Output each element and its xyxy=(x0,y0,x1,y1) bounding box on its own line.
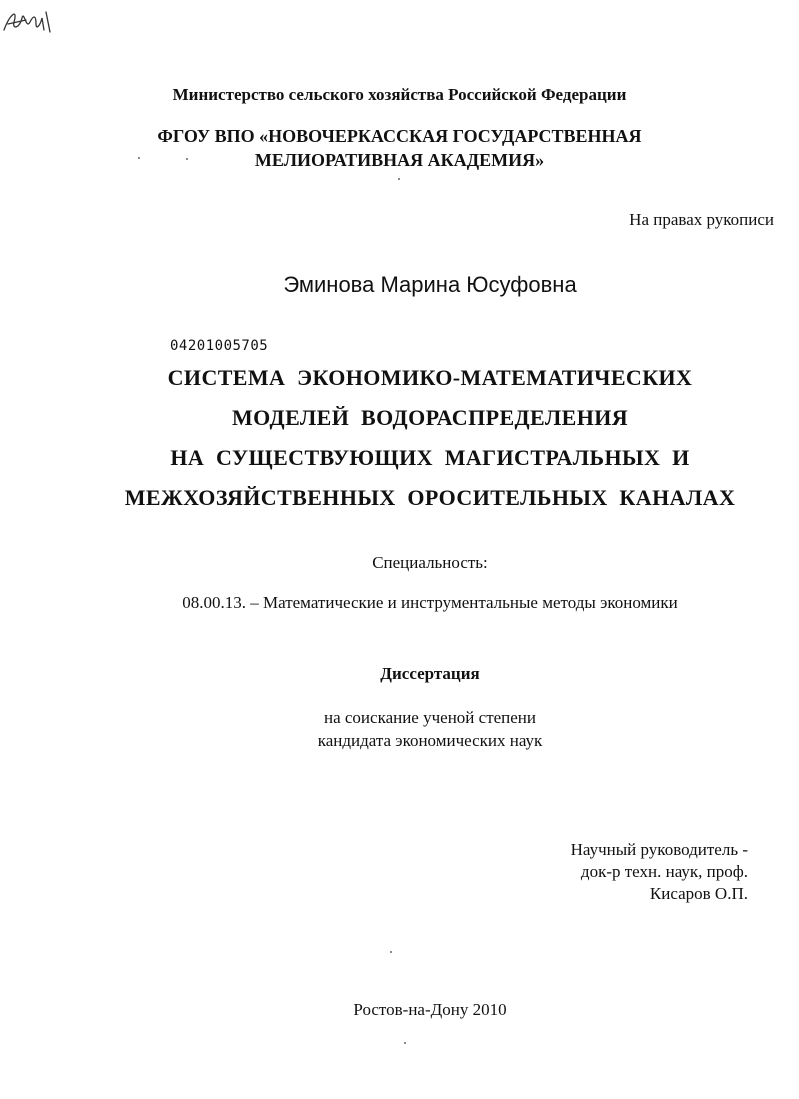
scan-speck xyxy=(390,951,392,953)
handwritten-signature xyxy=(0,0,60,40)
dissertation-label: Диссертация xyxy=(380,664,480,683)
advisor-line-1: Научный руководитель - xyxy=(570,840,748,859)
registry-code: 04201005705 xyxy=(170,338,269,354)
title-line-2: МОДЕЛЕЙ ВОДОРАСПРЕДЕЛЕНИЯ xyxy=(231,405,629,430)
degree-purpose-line-1: на соискание ученой степени xyxy=(323,708,537,727)
scientific-advisor xyxy=(520,839,748,905)
institution-line-2: МЕЛИОРАТИВНАЯ АКАДЕМИЯ» xyxy=(254,150,545,170)
specialty-value: 08.00.13. – Математические и инструментальные методы экономики xyxy=(182,593,678,612)
author-name: Эминова Марина Юсуфовна xyxy=(283,272,577,297)
scan-speck xyxy=(398,178,400,180)
degree-purpose xyxy=(0,706,799,752)
title-line-3: НА СУЩЕСТВУЮЩИХ МАГИСТРАЛЬНЫХ И xyxy=(170,445,690,470)
institution-name xyxy=(0,124,799,172)
scan-speck xyxy=(404,1042,406,1044)
title-line-4: МЕЖХОЗЯЙСТВЕННЫХ ОРОСИТЕЛЬНЫХ КАНАЛАХ xyxy=(124,485,736,510)
title-line-1: СИСТЕМА ЭКОНОМИКО-МАТЕМАТИЧЕСКИХ xyxy=(167,365,693,390)
ministry-heading: Министерство сельского хозяйства Российской Федерации xyxy=(172,85,627,104)
scan-speck xyxy=(186,158,188,160)
manuscript-rights-note: На правах рукописи xyxy=(629,210,774,229)
institution-line-1: ФГОУ ВПО «НОВОЧЕРКАССКАЯ ГОСУДАРСТВЕННАЯ xyxy=(157,126,642,146)
advisor-line-2: док-р техн. наук, проф. xyxy=(580,862,748,881)
scan-speck xyxy=(138,157,140,159)
specialty-label: Специальность: xyxy=(372,553,488,572)
city-and-year: Ростов-на-Дону 2010 xyxy=(353,1000,507,1019)
dissertation-title xyxy=(0,358,799,518)
advisor-line-3: Кисаров О.П. xyxy=(649,884,748,903)
degree-purpose-line-2: кандидата экономических наук xyxy=(317,731,543,750)
